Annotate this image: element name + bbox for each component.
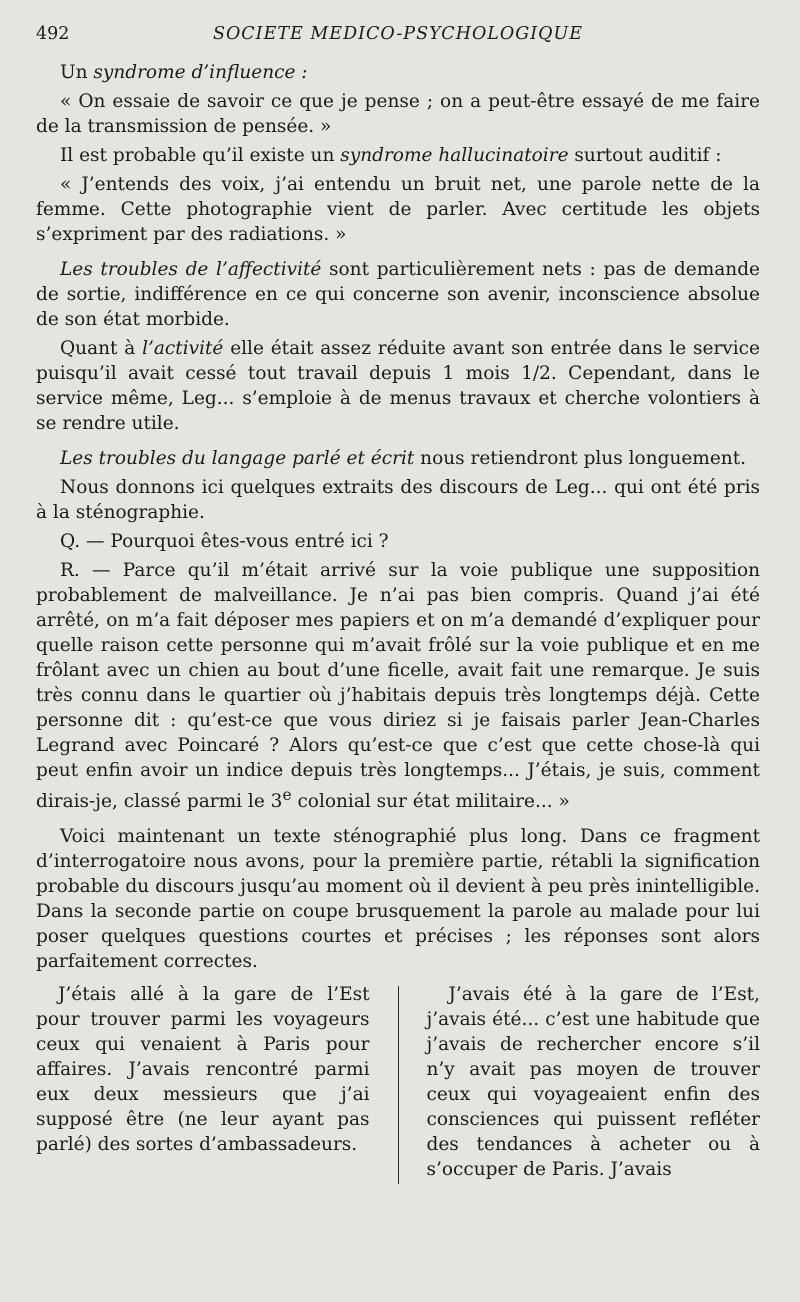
paragraph-long-transcript: Voici maintenant un texte sténographié plus long. Dans ce fragment d’interrogatoire nous avons, pour la première partie, rétabli la signification probable du discours jusqu’au moment où il devient à peu près inintelligible. Dans la seconde partie on coupe brusquement la parole au malade pour lui poser quelques questions courtes et précises ; les réponses sont alors parfaitement correctes. [36, 826, 760, 973]
paragraph-quote-voices: « J’entends des voix, j’ai entendu un bruit net, une parole nette de la femme. Cette photographie vient de parler. Avec certitude les objets s’expriment par des radiations. » [36, 174, 760, 245]
page-number: 492 [36, 24, 70, 44]
paragraph-language: Les troubles du langage parlé et écrit nous retiendront plus longuement. [60, 448, 747, 469]
paragraph-activity: Quant à l’activité elle était assez réduite avant son entrée dans le service puisqu’il avait cessé tout travail depuis 1 mois 1/2. Cependant, dans le service même, Leg... s’emploie à de menus travaux et cherche volontiers à se rendre utile. [36, 338, 760, 434]
page-header [36, 24, 760, 60]
main-text [36, 60, 760, 974]
paragraph-hallucinatory: Il est probable qu’il existe un syndrome hallucinatoire surtout auditif : [60, 145, 722, 166]
two-column-transcript [36, 982, 760, 1184]
running-title: SOCIETE MEDICO-PSYCHOLOGIQUE [212, 24, 584, 44]
right-column [426, 982, 760, 1184]
paragraph-question: Q. — Pourquoi êtes-vous entré ici ? [60, 531, 389, 552]
column-divider [398, 986, 399, 1184]
left-column-text: J’étais allé à la gare de l’Est pour trouver parmi les voyageurs ceux qui venaient à Paris pour affaires. J’avais rencontré parmi eux deux messieurs que j’ai supposé être (ne leur ayant pas parlé) des sortes d’ambassadeurs. [36, 984, 370, 1156]
paragraph-quote-thought: « On essaie de savoir ce que je pense ; on a peut-être essayé de me faire de la transmission de pensée. » [36, 91, 760, 137]
paragraph-extracts: Nous donnons ici quelques extraits des discours de Leg... qui ont été pris à la sténographie. [36, 477, 760, 523]
paragraph-affectivity: Les troubles de l’affectivité sont particulièrement nets : pas de demande de sortie, indifférence en ce qui concerne son avenir, inconscience absolue de son état morbide. [36, 259, 760, 330]
paragraph-answer: R. — Parce qu’il m’était arrivé sur la voie publique une supposition probablement de malveillance. Je n’ai pas bien compris. Quand j’ai été arrêté, on m’a fait déposer mes papiers et on m’a demandé d’expliquer pour quelle raison cette personne qui m’avait frôlé sur la voie publique et en me frôlant avec un chien au bout d’une ficelle, avait fait une remarque. Je suis très connu dans le quartier où j’habitais depuis très longtemps déjà. Cette personne dit : qu’est-ce que vous diriez si je faisais parler Jean-Charles Legrand avec Poincaré ? Alors qu’est-ce que c’est que cette chose-là qui peut enfin avoir un indice depuis très longtemps... J’étais, je suis, comment dirais-je, classé parmi le 3e colonial sur état militaire... » [36, 560, 760, 813]
paragraph-influence-heading: Un syndrome d’influence : [60, 62, 308, 83]
left-column [36, 982, 370, 1184]
right-column-text: J’avais été à la gare de l’Est, j’avais été... c’est une habitude que j’avais de rechercher encore s’il n’y avait pas moyen de trouver ceux qui voyageaient enfin des consciences qui puissent refléter des tendances à acheter ou à s’occuper de Paris. J’avais [426, 984, 760, 1181]
